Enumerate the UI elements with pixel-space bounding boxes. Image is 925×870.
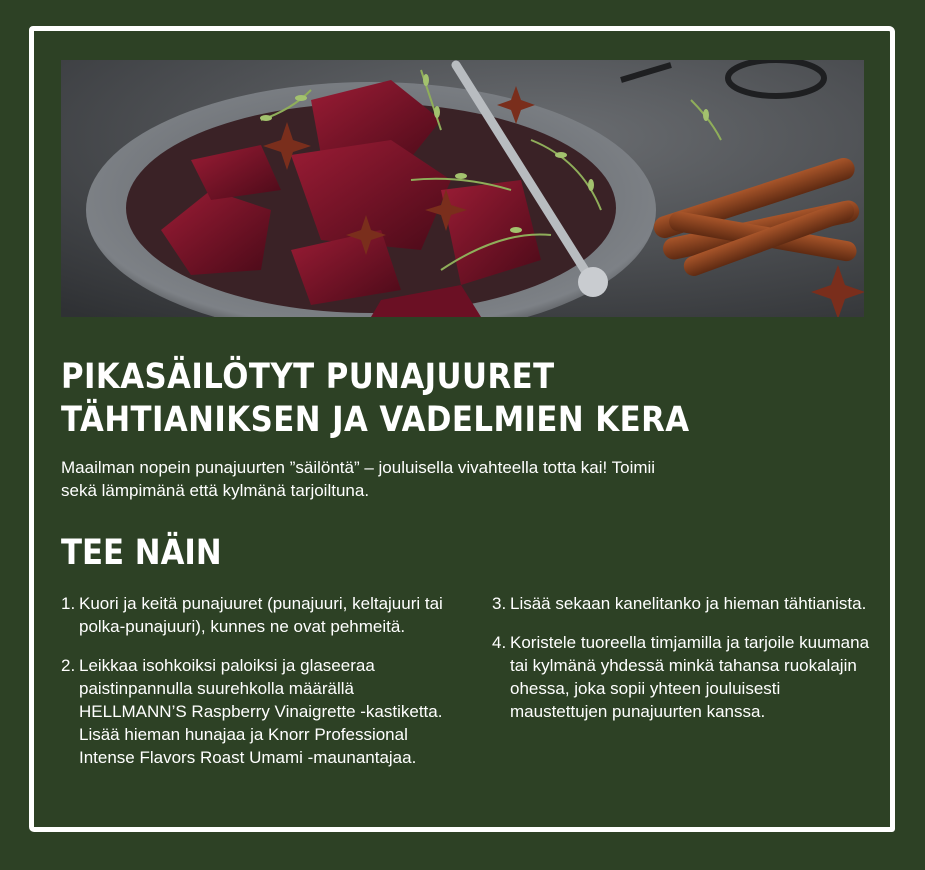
step-text: Lisää sekaan kanelitanko ja hieman tähtianista.	[510, 594, 867, 613]
beetroot-bowl-photo	[61, 60, 864, 317]
step-item	[61, 654, 461, 769]
step-number: 4.	[492, 633, 507, 652]
recipe-intro: Maailman nopein punajuurten ”säilöntä” – jouluisella vivahteella totta kai! Toimii sekä lämpimänä että kylmänä tarjoiltuna.	[61, 458, 656, 500]
step-text: Kuori ja keitä punajuuret (punajuuri, keltajuuri tai polka-punajuuri), kunnes ne ovat pehmeitä.	[79, 594, 443, 636]
step-item	[492, 592, 872, 615]
recipe-title-line-1: PIKASÄILÖTYT PUNAJUURET	[61, 357, 555, 397]
step-number: 3.	[492, 594, 507, 613]
steps-column-right	[492, 592, 872, 739]
step-item	[492, 631, 872, 723]
step-item	[61, 592, 461, 638]
recipe-title-line-2: TÄHTIANIKSEN JA VADELMIEN KERA	[61, 400, 690, 440]
step-text: Leikkaa isohkoiksi paloiksi ja glaseeraa paistinpannulla suurehkolla määrällä HELLMANN’S Raspberry Vinaigrette -kastiketta. Lisää hieman hunajaa ja Knorr Professional Intense Flavors Roast Umami -maunantajaa.	[79, 656, 443, 767]
step-number: 2.	[61, 656, 76, 675]
recipe-title	[61, 356, 756, 442]
steps-heading: TEE NÄIN	[61, 533, 222, 573]
step-text: Koristele tuoreella timjamilla ja tarjoile kuumana tai kylmänä yhdessä minkä tahansa ruokalajin ohessa, joka sopii yhteen jouluisesti maustettujen punajuurten kanssa.	[510, 633, 870, 721]
step-number: 1.	[61, 594, 76, 613]
steps-column-left	[61, 592, 461, 785]
